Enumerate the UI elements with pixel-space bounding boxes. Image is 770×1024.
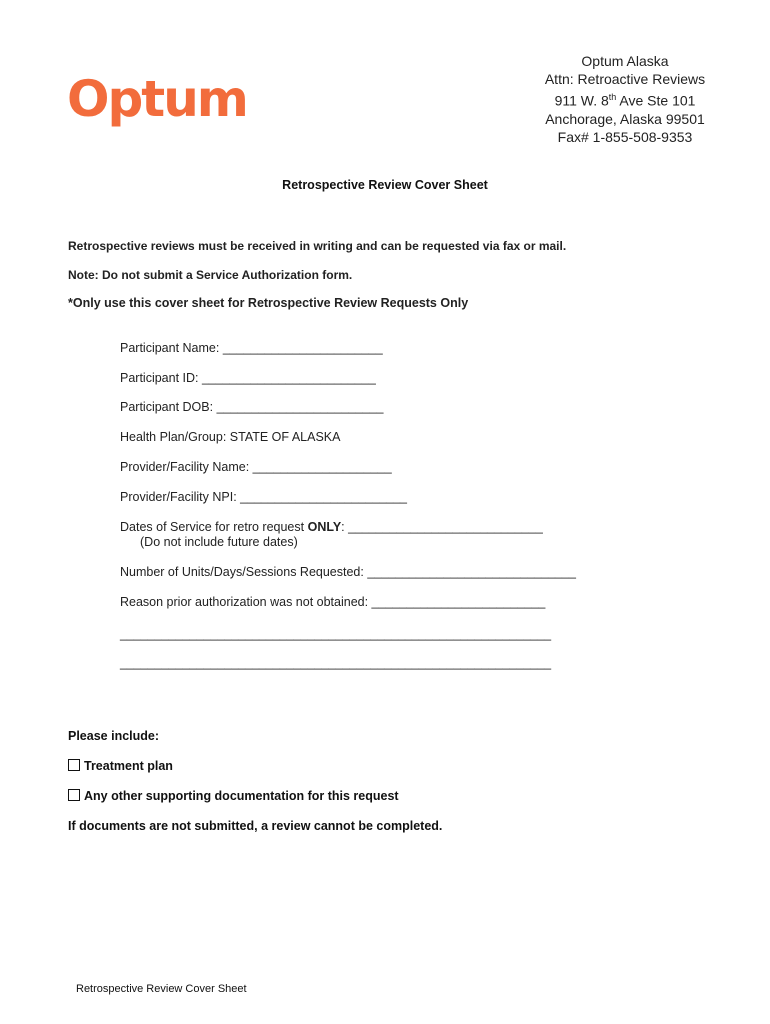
dates-only-emphasis: ONLY (307, 520, 342, 534)
page-title: Retrospective Review Cover Sheet (282, 178, 488, 192)
reason-blank-line-2[interactable]: ______________________________________________________________ (120, 656, 552, 670)
participant-name-field[interactable]: Participant Name: _______________________ (120, 341, 383, 355)
include-warning: If documents are not submitted, a review cannot be completed. (68, 819, 443, 833)
dates-label: Dates of Service for retro request (120, 520, 308, 534)
address-street-number: 911 W. 8 (554, 92, 609, 109)
include-supporting-docs[interactable] (68, 789, 399, 803)
dates-note: (Do not include future dates) (140, 535, 298, 549)
address-line-4: Anchorage, Alaska 99501 (545, 110, 705, 127)
address-fax: Fax# 1-855-508-9353 (557, 128, 693, 145)
supporting-docs-label: Any other supporting documentation for this request (84, 789, 399, 803)
address-line-2: Attn: Retroactive Reviews (544, 71, 706, 87)
address-ordinal: th (608, 92, 617, 102)
optum-logo: Optum (67, 70, 247, 128)
mailing-address (520, 52, 730, 146)
address-line-1: Optum Alaska (581, 53, 669, 69)
provider-name-field[interactable]: Provider/Facility Name: ____________________ (120, 460, 392, 474)
reason-field[interactable]: Reason prior authorization was not obtained: _________________________ (120, 595, 546, 609)
intro-only-notice: *Only use this cover sheet for Retrospective Review Requests Only (68, 296, 469, 310)
include-treatment-plan[interactable] (68, 759, 173, 773)
reason-blank-line-1[interactable]: ______________________________________________________________ (120, 627, 552, 641)
dates-blank: : ____________________________ (341, 520, 543, 534)
provider-npi-field[interactable]: Provider/Facility NPI: ________________________ (120, 490, 408, 504)
checkbox-icon[interactable] (68, 759, 80, 771)
checkbox-icon[interactable] (68, 789, 80, 801)
participant-dob-field[interactable]: Participant DOB: ________________________ (120, 400, 384, 414)
units-requested-field[interactable]: Number of Units/Days/Sessions Requested: ______________________________ (120, 565, 576, 579)
include-heading: Please include: (68, 729, 160, 743)
dates-of-service-field[interactable] (120, 520, 543, 534)
treatment-plan-label: Treatment plan (84, 759, 173, 773)
page-footer: Retrospective Review Cover Sheet (76, 983, 247, 995)
health-plan-field: Health Plan/Group: STATE OF ALASKA (120, 430, 341, 444)
intro-note: Note: Do not submit a Service Authorization form. (68, 268, 353, 282)
participant-id-field[interactable]: Participant ID: _________________________ (120, 371, 376, 385)
address-line-3 (520, 88, 730, 110)
intro-line-1: Retrospective reviews must be received in writing and can be requested via fax or mail. (68, 239, 567, 253)
address-street-rest: Ave Ste 101 (616, 92, 696, 109)
